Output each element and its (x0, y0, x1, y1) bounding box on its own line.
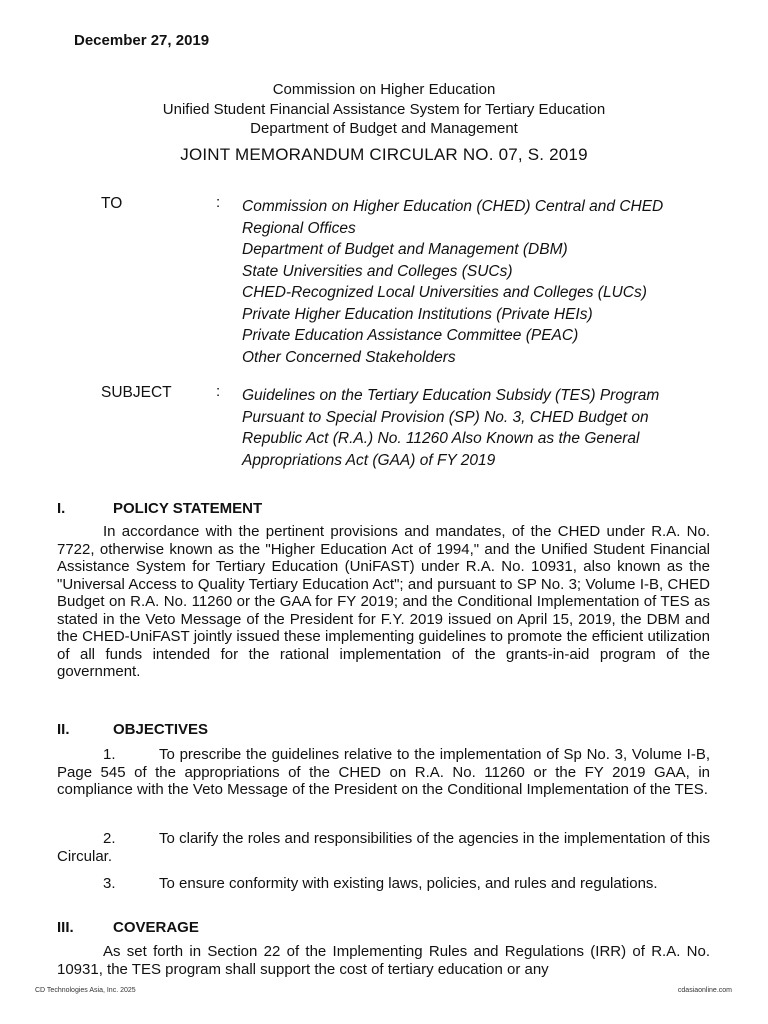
subject-colon: : (216, 383, 221, 400)
agency-ched: Commission on Higher Education (272, 81, 496, 98)
objective-text: To prescribe the guidelines relative to the implementation of Sp No. 3, Volume I-B, Page 545 of the appropriations of the CHED on R.A. No. 11260 or the FY 2019 GAA, in compliance with the Veto Message of the President on the Conditional Implementation of the TES. (57, 746, 710, 798)
recipient-line: Commission on Higher Education (CHED) Central and CHED (242, 198, 664, 215)
policy-statement-paragraph: In accordance with the pertinent provisions and mandates, of the CHED under R.A. No. 7722, otherwise known as the "Higher Education Act of 1994," and the Unified Student Financial Assistance System for Tertiary Education (UniFAST) under R.A. No. 10931, also known as the "Universal Access to Quality Tertiary Education Act"; and pursuant to SP No. 3; Volume I-B, CHED Budget on R.A. No. 11260 or the GAA for FY 2019; and the Conditional Implementation of TES as stated in the Veto Message of the President for F.Y. 2019 issued on April 15, 2019, the DBM and the CHED-UniFAST jointly issued these implementing guidelines to promote the efficient utilization of all funds intended for the rational implementation of the grants-in-aid program of the government. (57, 523, 710, 680)
section-objectives-heading (57, 721, 208, 738)
coverage-paragraph: As set forth in Section 22 of the Implementing Rules and Regulations (IRR) of R.A. No. 10931, the TES program shall support the cost of tertiary education or any (57, 943, 710, 978)
recipient-line: Other Concerned Stakeholders (242, 348, 456, 366)
recipient-line: Private Higher Education Institutions (Private HEIs) (242, 305, 593, 323)
subject-label: SUBJECT (101, 384, 172, 401)
date: December 27, 2019 (74, 32, 210, 49)
objective-number: 2. (103, 830, 116, 847)
footer-copyright: CD Technologies Asia, Inc. 2025 (35, 987, 136, 994)
subject-line: Republic Act (R.A.) No. 11260 Also Known as the General (242, 430, 640, 447)
to-label: TO (101, 195, 123, 212)
issuing-agencies (0, 80, 768, 139)
section-number: I. (57, 500, 66, 517)
to-recipients (242, 196, 663, 368)
circular-title: JOINT MEMORANDUM CIRCULAR NO. 07, S. 2019 (180, 145, 588, 164)
footer-website: cdasiaonline.com (677, 987, 732, 994)
objective-text: To clarify the roles and responsibilities of the agencies in the implementation of this Circular. (57, 830, 710, 865)
section-number: III. (57, 919, 74, 936)
objective-number: 1. (103, 746, 116, 763)
recipient-line: Regional Offices (242, 219, 356, 237)
subject-line: Appropriations Act (GAA) of FY 2019 (242, 451, 496, 469)
agency-dbm: Department of Budget and Management (250, 120, 518, 137)
recipient-line: Department of Budget and Management (DBM) (242, 241, 568, 258)
section-title: OBJECTIVES (113, 721, 209, 738)
recipient-line: CHED-Recognized Local Universities and Colleges (LUCs) (242, 284, 647, 301)
recipient-line: State Universities and Colleges (SUCs) (242, 262, 513, 280)
section-title: COVERAGE (113, 919, 199, 936)
objective-item-2 (57, 830, 710, 865)
agency-unifast: Unified Student Financial Assistance System for Tertiary Education (162, 100, 606, 118)
subject-line: Guidelines on the Tertiary Education Subsidy (TES) Program (242, 387, 660, 404)
recipient-line: Private Education Assistance Committee (PEAC) (242, 327, 579, 344)
subject-text (242, 385, 659, 471)
objective-text: To ensure conformity with existing laws, policies, and rules and regulations. (159, 875, 658, 892)
objective-item-3 (57, 875, 710, 893)
section-coverage-heading (57, 919, 199, 936)
objective-item-1 (57, 746, 710, 799)
section-title: POLICY STATEMENT (113, 500, 263, 517)
section-policy-heading (57, 500, 262, 517)
section-number: II. (57, 721, 70, 738)
objective-number: 3. (103, 875, 116, 892)
to-colon: : (216, 194, 221, 211)
subject-line: Pursuant to Special Provision (SP) No. 3, CHED Budget on (242, 408, 649, 426)
